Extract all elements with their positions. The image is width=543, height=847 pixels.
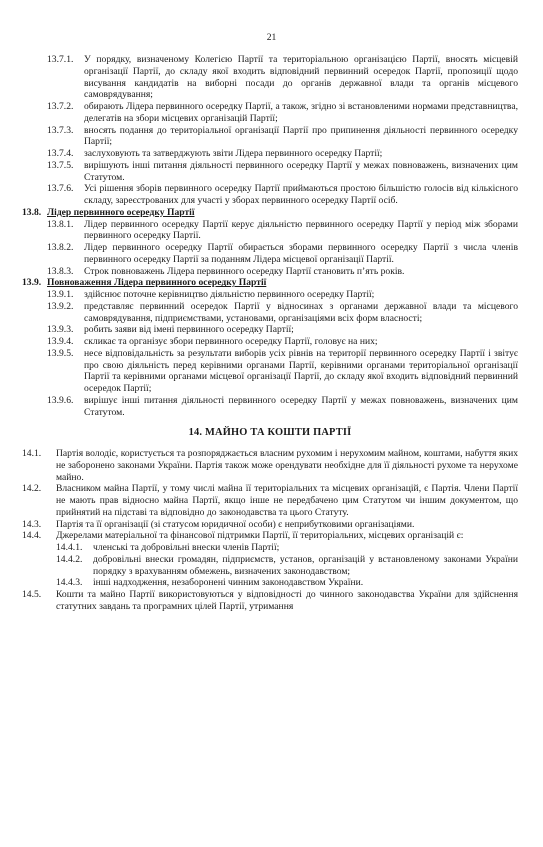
heading-title: Лідер первинного осередку Партії (47, 206, 195, 218)
item-number: 13.9.2. (47, 300, 74, 312)
item-number: 13.7.2. (47, 101, 74, 112)
item-number: 13.7.6. (47, 183, 74, 195)
list-item (22, 54, 518, 101)
item-text: представляє первинний осередок Партії у відносинах з органами державної влади та місцевого самоврядування, підприємствами, установами, організаціями всіх форм власності; (84, 300, 518, 324)
item-text: Партія та її організації (зі статусом юридичної особи) є неприбутковими організаціями. (56, 518, 415, 530)
item-number: 13.7.3. (47, 124, 74, 136)
list-item (22, 519, 518, 531)
item-number: 13.7.1. (47, 54, 74, 65)
item-number: 13.8.1. (47, 218, 74, 230)
item-number: 13.9.6. (47, 394, 74, 406)
heading-13-9 (22, 277, 518, 289)
item-text: вносять подання до територіальної організації Партії про припинення діяльності первинного осередку Партії; (84, 124, 518, 148)
heading-number: 13.8. (22, 206, 42, 218)
list-13-9 (22, 289, 518, 418)
item-number: 13.7.4. (47, 148, 74, 159)
list-item (22, 183, 518, 207)
list-14-4 (22, 542, 518, 589)
item-number: 14.4.2. (56, 553, 83, 565)
heading-number: 13.9. (22, 277, 42, 289)
list-item (22, 242, 518, 266)
item-number: 13.9.3. (47, 324, 74, 336)
list-item (22, 395, 518, 419)
item-text: інші надходження, незаборонені чинним законодавством України. (93, 577, 364, 589)
list-item (22, 348, 518, 395)
item-text: Строк повноважень Лідера первинного осередку Партії становить п’ять років. (84, 265, 405, 277)
item-number: 13.8.2. (47, 242, 74, 253)
item-text: членські та добровільні внески членів Партії; (93, 542, 280, 553)
item-text: обирають Лідера первинного осередку Партії, а також, згідно зі встановленими нормами представництва, делегатів на збори місцевих організацій Партії; (84, 101, 518, 124)
list-item (22, 101, 518, 125)
item-text: добровільні внески громадян, підприємств, установ, організацій у встановленому законами України порядку з врахуванням обмежень, визначених законодавством; (93, 553, 518, 577)
list-item (22, 301, 518, 325)
paragraph-14-5 (22, 589, 518, 613)
item-number: 14.1. (22, 448, 42, 459)
item-number: 13.8.3. (47, 265, 74, 277)
item-text: Лідер первинного осередку Партії керує діяльністю первинного осередку Партії у період між зборами первинного осередку Партії. (84, 218, 518, 242)
item-number: 14.2. (22, 483, 42, 495)
item-text: Джерелами матеріальної та фінансової підтримки Партії, її територіальних, місцевих організацій є: (56, 530, 464, 542)
item-text: несе відповідальність за результати виборів усіх рівнів на території первинного осередку Партії і звітує про свою діяльність перед керівними органами Партії, керівними органами територіальної організації Партії та керівними органами місцевої організації Партії, до складу якої входить відповідний первинний осередок Партії; (84, 347, 518, 394)
item-text: вирішує інші питання діяльності первинного осередку Партії у межах повноважень, визначених цим Статутом. (84, 394, 518, 418)
list-item (22, 577, 518, 589)
heading-title: Повноваження Лідера первинного осередку Партії (47, 277, 267, 289)
item-text: заслуховують та затверджують звіти Лідера первинного осередку Партії; (84, 148, 383, 159)
item-number: 13.9.5. (47, 347, 74, 359)
item-text: Усі рішення зборів первинного осередку Партії приймаються простою більшістю голосів від кількісного складу, зареєстрованих для участі у зборах первинного осередку Партії осіб. (84, 183, 518, 206)
item-number: 13.7.5. (47, 159, 74, 171)
list-item (22, 483, 518, 518)
list-item (22, 266, 518, 278)
list-item (22, 289, 518, 301)
item-number: 14.4. (22, 530, 42, 542)
item-number: 13.9.1. (47, 289, 74, 300)
list-item (22, 148, 518, 160)
item-text: Партія володіє, користується та розпоряджається власним рухомим і нерухомим майном, коштами, набуття яких не заборонено законами України. Партія також може орендувати необхідне для її діяльності рухоме та нерухоме майно. (56, 448, 518, 483)
list-item (22, 160, 518, 184)
list-13-7 (22, 54, 518, 207)
item-text: здійснює поточне керівництво діяльністю первинного осередку Партії; (84, 289, 375, 300)
item-text: У порядку, визначеному Колегією Партії та територіальною організацією Партії, вносять місцевій організації Партії, до складу якої входить відповідний первинний осередок Партії, пропозиції щодо висування кандидатів на виборні посади до органів державної влади та органів місцевого самоврядування; (84, 54, 518, 101)
item-text: Лідер первинного осередку Партії обирається зборами первинного осередку Партії з числа членів первинного осередку Партії за поданням Лідера місцевої організації Партії. (84, 242, 518, 265)
list-item (22, 448, 518, 483)
list-item (22, 324, 518, 336)
list-item (22, 542, 518, 554)
item-text: робить заяви від імені первинного осередку Партії; (84, 324, 294, 336)
section-14-title: 14. МАЙНО ТА КОШТИ ПАРТІЇ (188, 427, 352, 439)
document-body (22, 54, 518, 613)
heading-13-8 (22, 207, 518, 219)
item-text: Власником майна Партії, у тому числі майна її територіальних та місцевих організацій, є Партія. Члени Партії не мають прав відносно майна Партії, якщо інше не передбачено цим Статутом чи іншим документом, що прийнятий на підставі та відповідно до законодавства та цього Статуту. (56, 483, 518, 518)
item-text: вирішують інші питання діяльності первинного осередку Партії у межах повноважень, визначених цим Статутом. (84, 159, 518, 183)
item-number: 14.4.3. (56, 577, 83, 589)
item-number: 14.4.1. (56, 542, 83, 553)
item-number: 13.9.4. (47, 336, 74, 347)
list-item (22, 530, 518, 542)
list-13-8 (22, 219, 518, 278)
item-text: скликає та організує збори первинного осередку Партії, головує на них; (84, 336, 378, 347)
list-item (22, 554, 518, 578)
list-item (22, 219, 518, 243)
paragraph-text: Кошти та майно Партії використовуються у відповідності до чинного законодавства України для здійснення статутних завдань та програмних цілей Партії, утримання (56, 589, 518, 612)
item-number: 14.3. (22, 518, 42, 530)
list-item (22, 125, 518, 149)
page-number: 21 (266, 32, 277, 43)
paragraph-number: 14.5. (22, 589, 42, 600)
list-item (22, 336, 518, 348)
list-14 (22, 448, 518, 542)
